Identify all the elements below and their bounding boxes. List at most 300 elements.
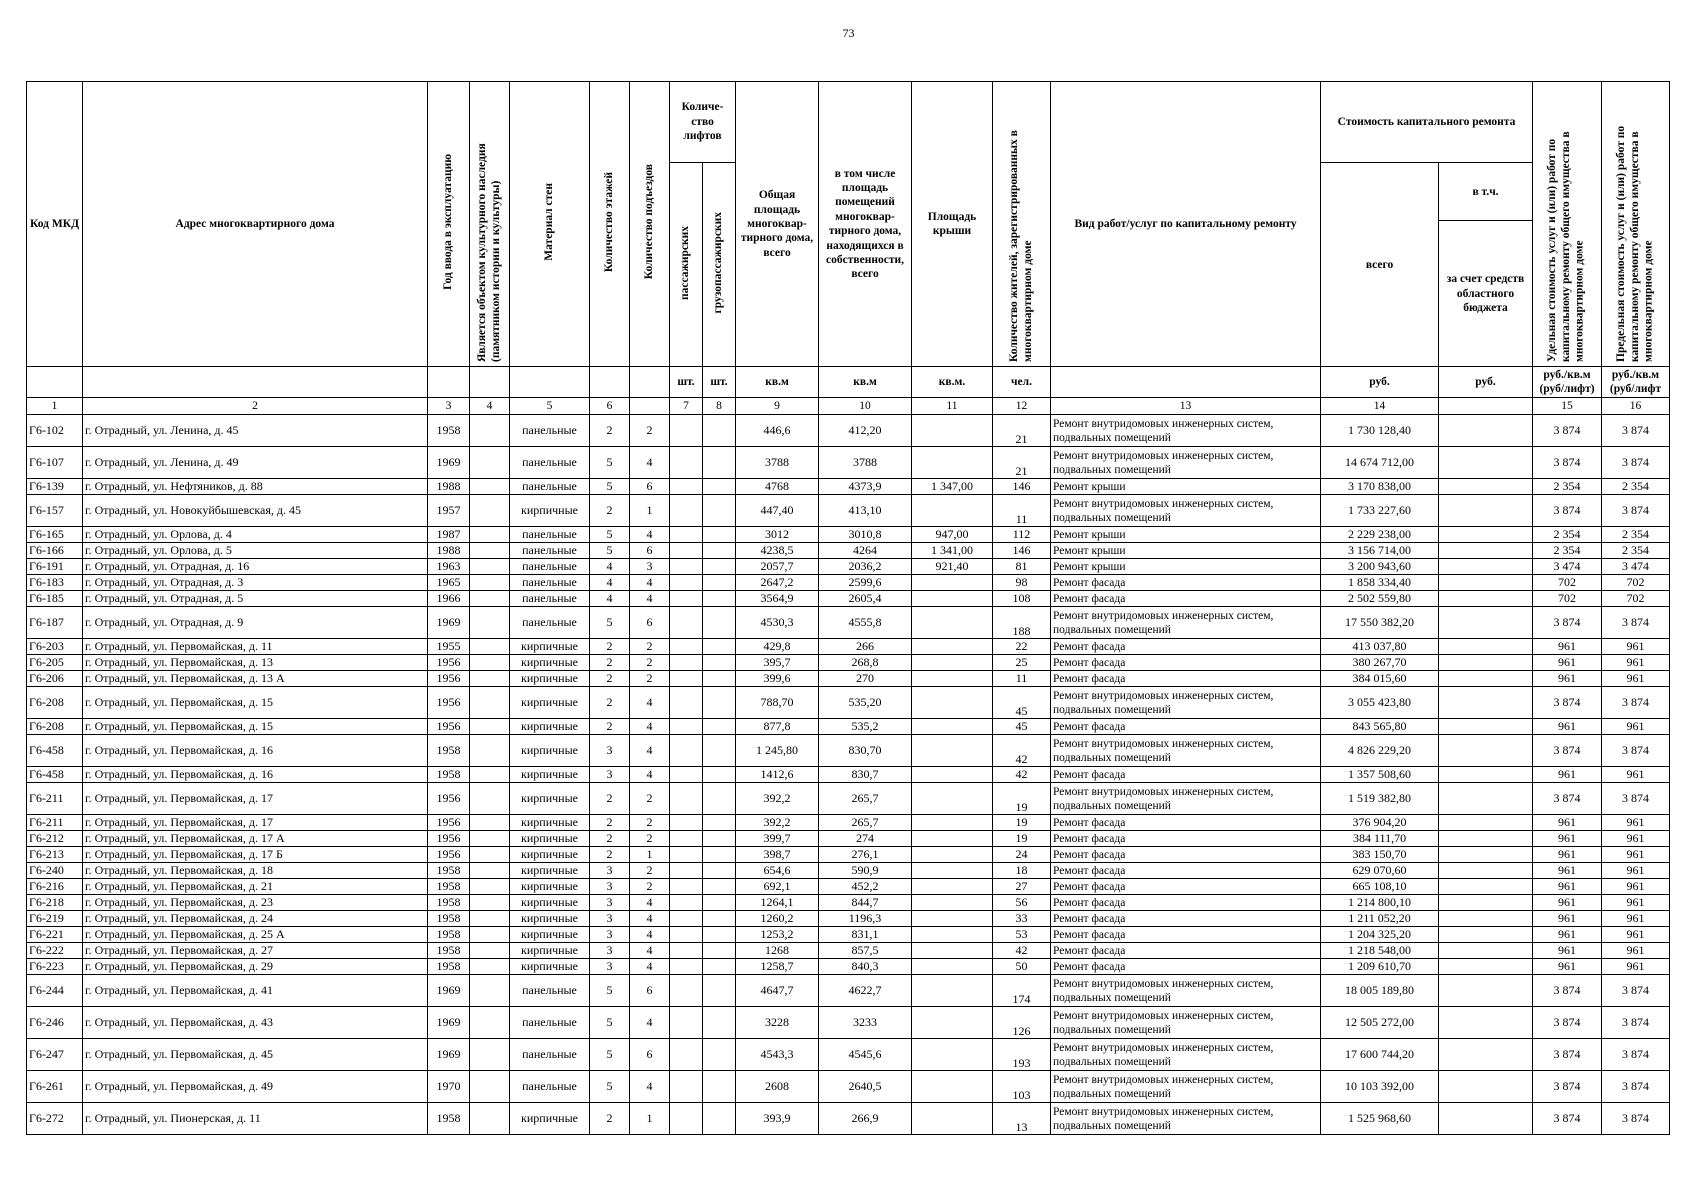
cell-entrances: 6: [630, 1039, 670, 1071]
cell-work-type: Ремонт внутридомовых инженерных систем, подвальных помещений: [1051, 495, 1321, 527]
cell-wall-material: кирпичные: [510, 655, 590, 671]
cell-max-cost: 3 474: [1602, 559, 1670, 575]
cell-wall-material: кирпичные: [510, 639, 590, 655]
cell-roof-area: [912, 847, 993, 863]
cell-roof-area: [912, 767, 993, 783]
cell-wall-material: панельные: [510, 607, 590, 639]
cell-work-type: Ремонт внутридомовых инженерных систем, подвальных помещений: [1051, 607, 1321, 639]
cell-entrances: 6: [630, 479, 670, 495]
cell-area-owned: 1196,3: [819, 911, 912, 927]
cell-unit-cost: 961: [1533, 815, 1602, 831]
cell-wall-material: панельные: [510, 479, 590, 495]
cell-area-total: 429,8: [736, 639, 819, 655]
cell-gap: [670, 719, 703, 735]
cell-wall-material: кирпичные: [510, 671, 590, 687]
cell-lifts-pass: [703, 767, 736, 783]
cell-address: г. Отрадный, ул. Отрадная, д. 5: [83, 591, 428, 607]
cell-residents: 45: [993, 687, 1051, 719]
cell-area-total: 3228: [736, 1007, 819, 1039]
cell-max-cost: 3 874: [1602, 783, 1670, 815]
cell-address: г. Отрадный, ул. Первомайская, д. 29: [83, 959, 428, 975]
cell-address: г. Отрадный, ул. Орлова, д. 4: [83, 527, 428, 543]
cell-floors: 2: [590, 847, 630, 863]
cell-residents: 19: [993, 783, 1051, 815]
cell-code: Г6-165: [27, 527, 83, 543]
cell-heritage: [470, 975, 510, 1007]
cell-unit-cost: 3 874: [1533, 735, 1602, 767]
cell-area-total: 399,7: [736, 831, 819, 847]
cell-cost-total: 1 730 128,40: [1321, 415, 1439, 447]
cell-year: 1956: [428, 783, 470, 815]
cell-gap: [670, 527, 703, 543]
header-max-cost: Предельная стоимость услуг и (или) работ по капитальному ремонту общего имущества в многоквартирном доме: [1614, 125, 1655, 362]
table-row: [27, 831, 1670, 847]
cell-floors: 3: [590, 879, 630, 895]
cell-unit-cost: 961: [1533, 911, 1602, 927]
column-number: 1: [27, 398, 83, 415]
cell-lifts-pass: [703, 831, 736, 847]
cell-address: г. Отрадный, ул. Первомайская, д. 18: [83, 863, 428, 879]
cell-area-total: 4647,7: [736, 975, 819, 1007]
cell-year: 1969: [428, 1039, 470, 1071]
cell-cost-total: 1 204 325,20: [1321, 927, 1439, 943]
cell-address: г. Отрадный, ул. Ленина, д. 49: [83, 447, 428, 479]
cell-unit-cost: 2 354: [1533, 527, 1602, 543]
cell-entrances: 4: [630, 1007, 670, 1039]
cell-area-owned: 590,9: [819, 863, 912, 879]
cell-floors: 4: [590, 559, 630, 575]
cell-residents: 42: [993, 735, 1051, 767]
cell-heritage: [470, 575, 510, 591]
cell-floors: 2: [590, 639, 630, 655]
cell-max-cost: 961: [1602, 863, 1670, 879]
cell-max-cost: 702: [1602, 591, 1670, 607]
cell-work-type: Ремонт фасада: [1051, 719, 1321, 735]
table-row: [27, 847, 1670, 863]
cell-wall-material: кирпичные: [510, 847, 590, 863]
cell-address: г. Отрадный, ул. Орлова, д. 5: [83, 543, 428, 559]
cell-floors: 5: [590, 543, 630, 559]
header-cost-incl: в т.ч.: [1439, 163, 1533, 221]
cell-unit-cost: 961: [1533, 927, 1602, 943]
cell-code: Г6-458: [27, 735, 83, 767]
cell-cost-budget: [1439, 1071, 1533, 1103]
cell-roof-area: [912, 879, 993, 895]
cell-area-total: 2647,2: [736, 575, 819, 591]
cell-unit-cost: 702: [1533, 575, 1602, 591]
cell-year: 1988: [428, 479, 470, 495]
cell-address: г. Отрадный, ул. Первомайская, д. 49: [83, 1071, 428, 1103]
cell-entrances: 2: [630, 671, 670, 687]
cell-gap: [670, 783, 703, 815]
cell-gap: [670, 671, 703, 687]
header-area-owned: в том числе площадь помещений многоквар-тирного дома, находящихся в собственности, всего: [819, 82, 912, 367]
cell-area-owned: 452,2: [819, 879, 912, 895]
table-row: [27, 639, 1670, 655]
cell-unit-cost: 961: [1533, 655, 1602, 671]
cell-heritage: [470, 847, 510, 863]
cell-heritage: [470, 415, 510, 447]
cell-cost-budget: [1439, 1007, 1533, 1039]
cell-heritage: [470, 495, 510, 527]
cell-work-type: Ремонт фасада: [1051, 895, 1321, 911]
cell-unit-cost: 961: [1533, 639, 1602, 655]
cell-lifts-pass: [703, 687, 736, 719]
column-number: 13: [1051, 398, 1321, 415]
cell-heritage: [470, 543, 510, 559]
cell-floors: 5: [590, 1007, 630, 1039]
cell-work-type: Ремонт фасада: [1051, 911, 1321, 927]
cell-year: 1988: [428, 543, 470, 559]
cell-roof-area: [912, 639, 993, 655]
cell-area-total: 4530,3: [736, 607, 819, 639]
cell-address: г. Отрадный, ул. Первомайская, д. 17: [83, 815, 428, 831]
cell-gap: [670, 767, 703, 783]
cell-cost-total: 383 150,70: [1321, 847, 1439, 863]
cell-area-owned: 857,5: [819, 943, 912, 959]
cell-unit-cost: 3 874: [1533, 687, 1602, 719]
cell-unit-cost: 961: [1533, 959, 1602, 975]
unit-cost-total: руб.: [1321, 367, 1439, 398]
cell-work-type: Ремонт внутридомовых инженерных систем, подвальных помещений: [1051, 783, 1321, 815]
cell-residents: 45: [993, 719, 1051, 735]
cell-year: 1958: [428, 863, 470, 879]
cell-floors: 3: [590, 959, 630, 975]
cell-floors: 3: [590, 735, 630, 767]
cell-heritage: [470, 719, 510, 735]
cell-lifts-pass: [703, 1103, 736, 1135]
cell-work-type: Ремонт фасада: [1051, 639, 1321, 655]
cell-cost-total: 17 600 744,20: [1321, 1039, 1439, 1071]
cell-residents: 33: [993, 911, 1051, 927]
table-row: [27, 1039, 1670, 1071]
cell-area-owned: 4622,7: [819, 975, 912, 1007]
cell-lifts-pass: [703, 559, 736, 575]
cell-area-total: 1 245,80: [736, 735, 819, 767]
cell-code: Г6-212: [27, 831, 83, 847]
cell-area-owned: 4373,9: [819, 479, 912, 495]
cell-work-type: Ремонт фасада: [1051, 575, 1321, 591]
cell-gap: [670, 415, 703, 447]
cell-wall-material: кирпичные: [510, 895, 590, 911]
column-number: 8: [703, 398, 736, 415]
cell-work-type: Ремонт фасада: [1051, 831, 1321, 847]
table-row: [27, 1103, 1670, 1135]
cell-code: Г6-185: [27, 591, 83, 607]
cell-roof-area: [912, 719, 993, 735]
table-row: [27, 527, 1670, 543]
cell-address: г. Отрадный, ул. Первомайская, д. 45: [83, 1039, 428, 1071]
unit-residents: чел.: [993, 367, 1051, 398]
cell-heritage: [470, 559, 510, 575]
cell-cost-total: 384 015,60: [1321, 671, 1439, 687]
cell-year: 1956: [428, 815, 470, 831]
cell-floors: 4: [590, 591, 630, 607]
cell-max-cost: 3 874: [1602, 1039, 1670, 1071]
cell-cost-budget: [1439, 639, 1533, 655]
cell-roof-area: [912, 831, 993, 847]
cell-wall-material: кирпичные: [510, 927, 590, 943]
cell-cost-budget: [1439, 559, 1533, 575]
cell-area-total: 1253,2: [736, 927, 819, 943]
cell-cost-budget: [1439, 719, 1533, 735]
cell-heritage: [470, 1103, 510, 1135]
header-heritage: Является объектом культурного наследия (памятником истории и культуры): [475, 143, 502, 362]
cell-address: г. Отрадный, ул. Первомайская, д. 16: [83, 767, 428, 783]
cell-heritage: [470, 959, 510, 975]
cell-cost-total: 380 267,70: [1321, 655, 1439, 671]
cell-entrances: 6: [630, 607, 670, 639]
table-row: [27, 911, 1670, 927]
cell-lifts-pass: [703, 639, 736, 655]
table-row: [27, 1071, 1670, 1103]
cell-work-type: Ремонт фасада: [1051, 655, 1321, 671]
cell-lifts-pass: [703, 783, 736, 815]
cell-address: г. Отрадный, ул. Нефтяников, д. 88: [83, 479, 428, 495]
cell-floors: 2: [590, 719, 630, 735]
cell-lifts-pass: [703, 671, 736, 687]
cell-wall-material: панельные: [510, 1071, 590, 1103]
cell-floors: 3: [590, 943, 630, 959]
cell-work-type: Ремонт фасада: [1051, 591, 1321, 607]
cell-code: Г6-139: [27, 479, 83, 495]
cell-lifts-pass: [703, 1007, 736, 1039]
cell-cost-budget: [1439, 1103, 1533, 1135]
cell-code: Г6-187: [27, 607, 83, 639]
cell-code: Г6-211: [27, 783, 83, 815]
cell-area-owned: 412,20: [819, 415, 912, 447]
cell-area-owned: 4545,6: [819, 1039, 912, 1071]
table-row: [27, 655, 1670, 671]
cell-area-owned: 4264: [819, 543, 912, 559]
cell-area-total: 1260,2: [736, 911, 819, 927]
table-row: [27, 671, 1670, 687]
cell-year: 1956: [428, 847, 470, 863]
column-number: 6: [590, 398, 630, 415]
cell-heritage: [470, 927, 510, 943]
cell-area-total: 3564,9: [736, 591, 819, 607]
cell-work-type: Ремонт внутридомовых инженерных систем, подвальных помещений: [1051, 1103, 1321, 1135]
cell-wall-material: кирпичные: [510, 959, 590, 975]
table-row: [27, 767, 1670, 783]
cell-floors: 3: [590, 767, 630, 783]
cell-roof-area: [912, 1071, 993, 1103]
cell-unit-cost: 3 874: [1533, 447, 1602, 479]
cell-area-owned: 844,7: [819, 895, 912, 911]
cell-cost-total: 843 565,80: [1321, 719, 1439, 735]
table-body: [27, 415, 1670, 1135]
cell-unit-cost: 702: [1533, 591, 1602, 607]
cell-lifts-pass: [703, 815, 736, 831]
cell-roof-area: [912, 1007, 993, 1039]
cell-entrances: 4: [630, 591, 670, 607]
cell-residents: 42: [993, 943, 1051, 959]
cell-residents: 11: [993, 495, 1051, 527]
cell-area-owned: 413,10: [819, 495, 912, 527]
cell-area-owned: 2605,4: [819, 591, 912, 607]
cell-gap: [670, 959, 703, 975]
cell-roof-area: [912, 415, 993, 447]
cell-area-owned: 268,8: [819, 655, 912, 671]
cell-cost-total: 12 505 272,00: [1321, 1007, 1439, 1039]
header-cost-total: всего: [1321, 163, 1439, 367]
cell-gap: [670, 607, 703, 639]
table-row: [27, 479, 1670, 495]
cell-lifts-pass: [703, 975, 736, 1007]
cell-year: 1956: [428, 719, 470, 735]
cell-area-total: 4768: [736, 479, 819, 495]
cell-area-total: 654,6: [736, 863, 819, 879]
cell-max-cost: 961: [1602, 879, 1670, 895]
cell-entrances: 4: [630, 719, 670, 735]
cell-lifts-pass: [703, 447, 736, 479]
cell-floors: 5: [590, 447, 630, 479]
cell-cost-total: 1 525 968,60: [1321, 1103, 1439, 1135]
cell-code: Г6-205: [27, 655, 83, 671]
cell-year: 1955: [428, 639, 470, 655]
cell-area-total: 392,2: [736, 783, 819, 815]
cell-roof-area: [912, 607, 993, 639]
cell-lifts-pass: [703, 575, 736, 591]
cell-year: 1958: [428, 943, 470, 959]
cell-lifts-pass: [703, 847, 736, 863]
cell-entrances: 6: [630, 975, 670, 1007]
cell-code: Г6-102: [27, 415, 83, 447]
cell-floors: 2: [590, 815, 630, 831]
cell-entrances: 4: [630, 959, 670, 975]
cell-wall-material: кирпичные: [510, 495, 590, 527]
cell-cost-budget: [1439, 671, 1533, 687]
column-number: 16: [1602, 398, 1670, 415]
table-row: [27, 447, 1670, 479]
cell-max-cost: 3 874: [1602, 687, 1670, 719]
cell-residents: 50: [993, 959, 1051, 975]
cell-lifts-pass: [703, 911, 736, 927]
cell-roof-area: [912, 895, 993, 911]
cell-roof-area: [912, 1039, 993, 1071]
cell-residents: 56: [993, 895, 1051, 911]
cell-residents: 126: [993, 1007, 1051, 1039]
cell-code: Г6-208: [27, 719, 83, 735]
cell-entrances: 4: [630, 687, 670, 719]
cell-residents: 112: [993, 527, 1051, 543]
cell-roof-area: 1 341,00: [912, 543, 993, 559]
cell-work-type: Ремонт фасада: [1051, 847, 1321, 863]
cell-wall-material: кирпичные: [510, 815, 590, 831]
cell-code: Г6-191: [27, 559, 83, 575]
cell-roof-area: [912, 671, 993, 687]
cell-unit-cost: 961: [1533, 831, 1602, 847]
cell-area-total: 446,6: [736, 415, 819, 447]
cell-cost-budget: [1439, 975, 1533, 1007]
cell-gap: [670, 943, 703, 959]
cell-max-cost: 3 874: [1602, 1071, 1670, 1103]
cell-wall-material: панельные: [510, 559, 590, 575]
capital-repair-table: [26, 81, 1670, 1135]
cell-work-type: Ремонт внутридомовых инженерных систем, подвальных помещений: [1051, 415, 1321, 447]
cell-entrances: 2: [630, 783, 670, 815]
cell-unit-cost: 3 874: [1533, 783, 1602, 815]
cell-unit-cost: 961: [1533, 671, 1602, 687]
cell-unit-cost: 3 874: [1533, 415, 1602, 447]
cell-cost-total: 3 156 714,00: [1321, 543, 1439, 559]
cell-heritage: [470, 1071, 510, 1103]
cell-cost-total: 17 550 382,20: [1321, 607, 1439, 639]
cell-lifts-pass: [703, 655, 736, 671]
cell-gap: [670, 975, 703, 1007]
cell-roof-area: [912, 975, 993, 1007]
cell-address: г. Отрадный, ул. Первомайская, д. 15: [83, 719, 428, 735]
cell-work-type: Ремонт крыши: [1051, 527, 1321, 543]
cell-work-type: Ремонт фасада: [1051, 943, 1321, 959]
unit-area-owned: кв.м: [819, 367, 912, 398]
cell-floors: 2: [590, 671, 630, 687]
cell-wall-material: кирпичные: [510, 879, 590, 895]
cell-work-type: Ремонт фасада: [1051, 863, 1321, 879]
cell-area-total: 1412,6: [736, 767, 819, 783]
cell-area-total: 393,9: [736, 1103, 819, 1135]
cell-address: г. Отрадный, ул. Отрадная, д. 9: [83, 607, 428, 639]
cell-roof-area: [912, 575, 993, 591]
cell-work-type: Ремонт фасада: [1051, 815, 1321, 831]
table-row: [27, 1007, 1670, 1039]
table-row: [27, 735, 1670, 767]
cell-residents: 21: [993, 447, 1051, 479]
header-area-total: Общая площадь многоквар-тирного дома, всего: [736, 82, 819, 367]
cell-cost-total: 3 200 943,60: [1321, 559, 1439, 575]
cell-work-type: Ремонт внутридомовых инженерных систем, подвальных помещений: [1051, 1071, 1321, 1103]
cell-cost-budget: [1439, 479, 1533, 495]
cell-roof-area: 1 347,00: [912, 479, 993, 495]
cell-floors: 5: [590, 527, 630, 543]
cell-address: г. Отрадный, ул. Первомайская, д. 15: [83, 687, 428, 719]
cell-floors: 2: [590, 495, 630, 527]
cell-cost-total: 1 519 382,80: [1321, 783, 1439, 815]
cell-code: Г6-208: [27, 687, 83, 719]
cell-area-owned: 831,1: [819, 927, 912, 943]
cell-address: г. Отрадный, ул. Первомайская, д. 25 А: [83, 927, 428, 943]
cell-gap: [670, 495, 703, 527]
cell-entrances: 4: [630, 943, 670, 959]
header-lifts: Количе-ство лифтов: [670, 82, 736, 163]
cell-cost-budget: [1439, 415, 1533, 447]
cell-code: Г6-166: [27, 543, 83, 559]
cell-address: г. Отрадный, ул. Первомайская, д. 13 А: [83, 671, 428, 687]
unit-roof-area: кв.м.: [912, 367, 993, 398]
cell-entrances: 4: [630, 911, 670, 927]
header-address: Адрес многоквартирного дома: [83, 82, 428, 367]
cell-work-type: Ремонт внутридомовых инженерных систем, подвальных помещений: [1051, 687, 1321, 719]
table-row: [27, 559, 1670, 575]
cell-roof-area: [912, 591, 993, 607]
cell-address: г. Отрадный, ул. Первомайская, д. 43: [83, 1007, 428, 1039]
column-number: 2: [83, 398, 428, 415]
cell-year: 1970: [428, 1071, 470, 1103]
cell-gap: [670, 655, 703, 671]
column-number: 10: [819, 398, 912, 415]
table-row: [27, 687, 1670, 719]
cell-gap: [670, 479, 703, 495]
cell-wall-material: панельные: [510, 1007, 590, 1039]
cell-cost-total: 1 209 610,70: [1321, 959, 1439, 975]
cell-code: Г6-218: [27, 895, 83, 911]
cell-max-cost: 2 354: [1602, 479, 1670, 495]
cell-max-cost: 961: [1602, 655, 1670, 671]
cell-cost-budget: [1439, 783, 1533, 815]
cell-roof-area: [912, 943, 993, 959]
cell-max-cost: 3 874: [1602, 447, 1670, 479]
cell-cost-total: 14 674 712,00: [1321, 447, 1439, 479]
